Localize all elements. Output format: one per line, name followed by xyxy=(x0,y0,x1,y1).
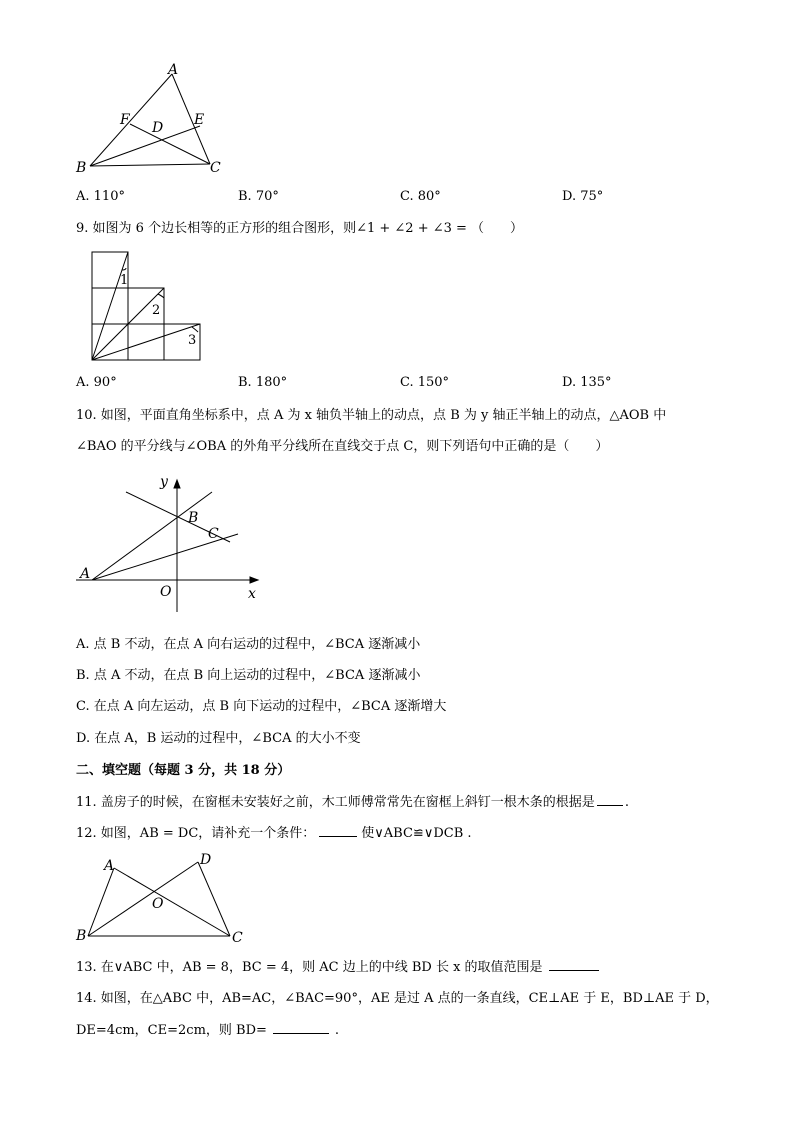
q8-label-c: C xyxy=(210,160,221,176)
q12-pre: 12. 如图，AB = DC，请补充一个条件： xyxy=(76,826,316,841)
q10-label-b: B xyxy=(188,510,199,526)
q8-label-f: F xyxy=(120,112,130,128)
q12-blank[interactable] xyxy=(319,824,357,837)
q13-body: 13. 在∨ABC 中，AB = 8，BC = 4，则 AC 边上的中线 BD 长 x 的取值范围是 xyxy=(76,960,543,975)
q9-label-2: 2 xyxy=(152,303,161,318)
q11-end: . xyxy=(624,795,629,810)
q8-option-a: A. 110° xyxy=(76,189,125,204)
q10-figure xyxy=(70,472,270,620)
q10-label-o: O xyxy=(160,584,172,600)
q8-label-b: B xyxy=(76,160,87,176)
q12-label-d: D xyxy=(200,852,212,868)
q13-blank[interactable] xyxy=(549,958,599,971)
q10-text-line1: 10. 如图，平面直角坐标系中，点 A 为 x 轴负半轴上的动点，点 B 为 y 轴正半轴上的动点，△AOB 中 xyxy=(76,408,667,423)
q10-option-b: B. 点 A 不动，在点 B 向上运动的过程中，∠BCA 逐渐减小 xyxy=(76,668,421,683)
q9-label-1: 1 xyxy=(120,273,129,288)
q14-blank[interactable] xyxy=(273,1021,329,1034)
q9-text: 9. 如图为 6 个边长相等的正方形的组合图形，则∠1 + ∠2 + ∠3 = （ ） xyxy=(76,221,524,236)
section-heading: 二、填空题（每题 3 分，共 18 分） xyxy=(76,763,291,778)
q9-option-d: D. 135° xyxy=(562,375,612,390)
q10-option-a: A. 点 B 不动，在点 A 向右运动的过程中，∠BCA 逐渐减小 xyxy=(76,637,421,652)
q11-body: 11. 盖房子的时候，在窗框未安装好之前，木工师傅常常先在窗框上斜钉一根木条的根据是 xyxy=(76,795,595,810)
q13-text xyxy=(76,958,599,977)
q14-text-line2 xyxy=(76,1021,339,1040)
q12-post: 使∨ABC≌∨DCB . xyxy=(361,826,472,841)
q10-option-c: C. 在点 A 向左运动，点 B 向下运动的过程中，∠BCA 逐渐增大 xyxy=(76,699,447,714)
q8-option-c: C. 80° xyxy=(400,189,441,204)
q10-label-a: A xyxy=(80,566,91,582)
q8-label-d: D xyxy=(152,120,164,136)
q10-text-line2: ∠BAO 的平分线与∠OBA 的外角平分线所在直线交于点 C，则下列语句中正确的是（ ） xyxy=(76,439,609,454)
q8-option-d: D. 75° xyxy=(562,189,604,204)
q8-label-e: E xyxy=(194,112,205,128)
q9-figure xyxy=(86,248,212,362)
q10-label-y: y xyxy=(160,474,168,490)
q12-label-o: O xyxy=(152,896,164,912)
q12-text xyxy=(76,824,472,843)
q9-label-3: 3 xyxy=(188,333,197,348)
q10-label-c: C xyxy=(208,526,219,542)
q10-option-d: D. 在点 A，B 运动的过程中，∠BCA 的大小不变 xyxy=(76,731,361,746)
q12-label-b: B xyxy=(76,928,87,944)
q9-option-c: C. 150° xyxy=(400,375,450,390)
q12-label-c: C xyxy=(232,930,243,944)
q8-option-b: B. 70° xyxy=(238,189,279,204)
q12-figure xyxy=(70,850,250,944)
q11-text xyxy=(76,793,629,812)
q9-option-a: A. 90° xyxy=(76,375,117,390)
q10-label-x: x xyxy=(248,586,256,602)
q8-label-a: A xyxy=(168,62,179,78)
q14-pre: DE=4cm，CE=2cm，则 BD= xyxy=(76,1023,267,1038)
q8-figure xyxy=(70,60,240,180)
q14-end: . xyxy=(334,1023,340,1038)
q12-label-a: A xyxy=(104,858,115,874)
q9-option-b: B. 180° xyxy=(238,375,288,390)
q14-text-line1: 14. 如图，在△ABC 中，AB=AC，∠BAC=90°，AE 是过 A 点的一条直线，CE⊥AE 于 E，BD⊥AE 于 D， xyxy=(76,991,719,1006)
q11-blank[interactable] xyxy=(597,793,623,806)
